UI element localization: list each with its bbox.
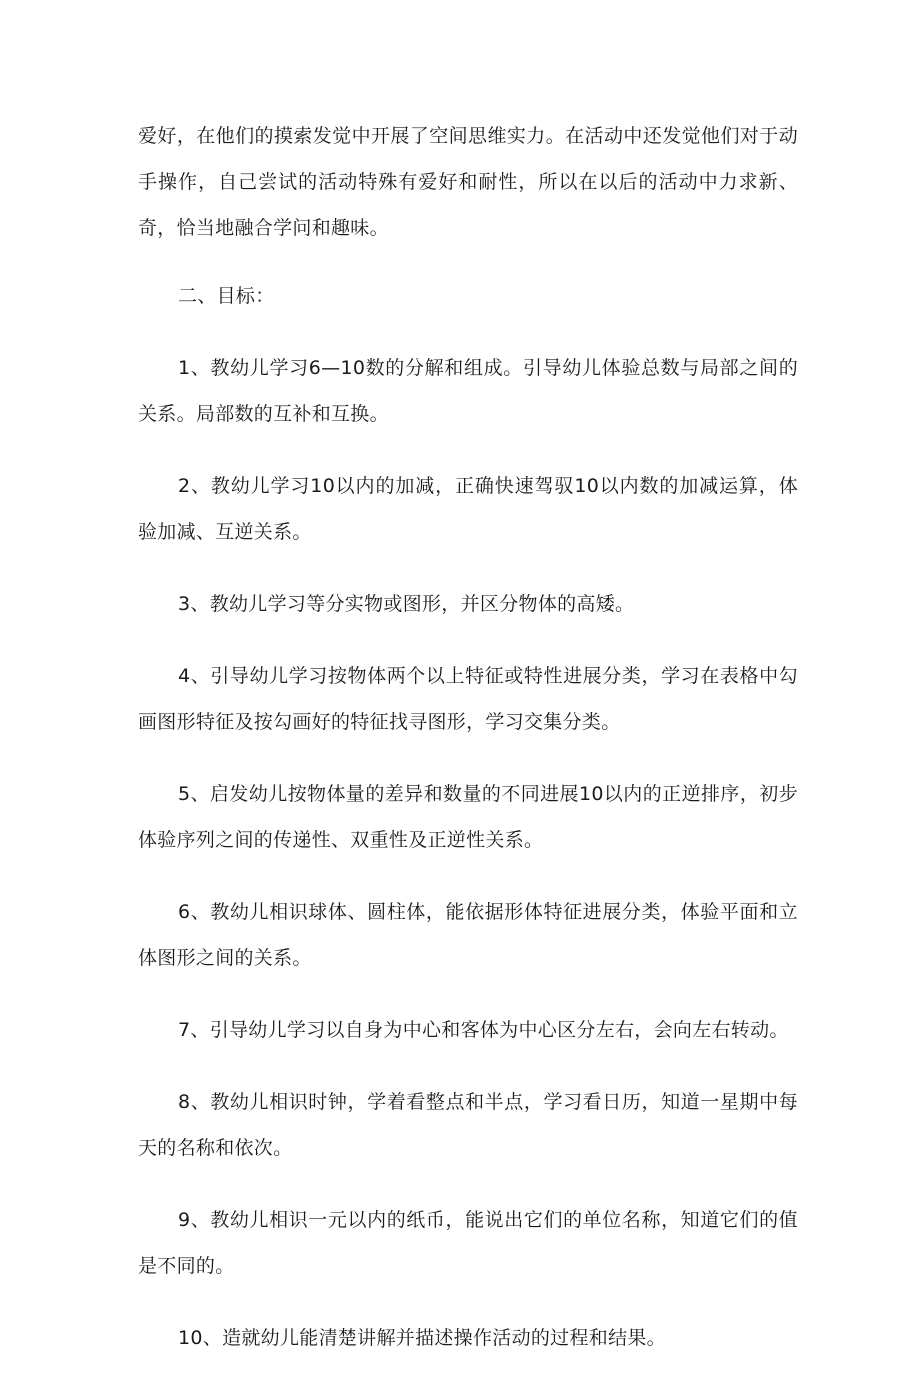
goal-item-6: 6、教幼儿相识球体、圆柱体，能依据形体特征进展分类，体验平面和立体图形之间的关系。 <box>138 901 798 969</box>
section-heading: 二、目标： <box>178 285 275 307</box>
intro-paragraph: 爱好，在他们的摸索发觉中开展了空间思维实力。在活动中还发觉他们对于动手操作，自己尝试的活动特殊有爱好和耐性，所以在以后的活动中力求新、奇，恰当地融合学问和趣味。 <box>138 125 798 239</box>
goal-item-3: 3、教幼儿学习等分实物或图形，并区分物体的高矮。 <box>178 593 635 615</box>
goal-item-9: 9、教幼儿相识一元以内的纸币，能说出它们的单位名称，知道它们的值是不同的。 <box>138 1209 798 1277</box>
goal-item-4: 4、引导幼儿学习按物体两个以上特征或特性进展分类，学习在表格中勾画图形特征及按勾画好的特征找寻图形，学习交集分类。 <box>138 665 798 733</box>
goal-item-2: 2、教幼儿学习10以内的加减，正确快速驾驭10以内数的加减运算，体验加减、互逆关系。 <box>138 475 798 543</box>
goal-item-7: 7、引导幼儿学习以自身为中心和客体为中心区分左右，会向左右转动。 <box>178 1019 789 1041</box>
document-body <box>138 113 798 1387</box>
goal-item-5: 5、启发幼儿按物体量的差异和数量的不同进展10以内的正逆排序，初步体验序列之间的传递性、双重性及正逆性关系。 <box>138 783 798 851</box>
goal-item-8: 8、教幼儿相识时钟，学着看整点和半点，学习看日历，知道一星期中每天的名称和依次。 <box>138 1091 798 1159</box>
goal-item-1: 1、教幼儿学习6—10数的分解和组成。引导幼儿体验总数与局部之间的关系。局部数的互补和互换。 <box>138 357 798 425</box>
goal-item-10: 10、造就幼儿能清楚讲解并描述操作活动的过程和结果。 <box>178 1327 666 1349</box>
